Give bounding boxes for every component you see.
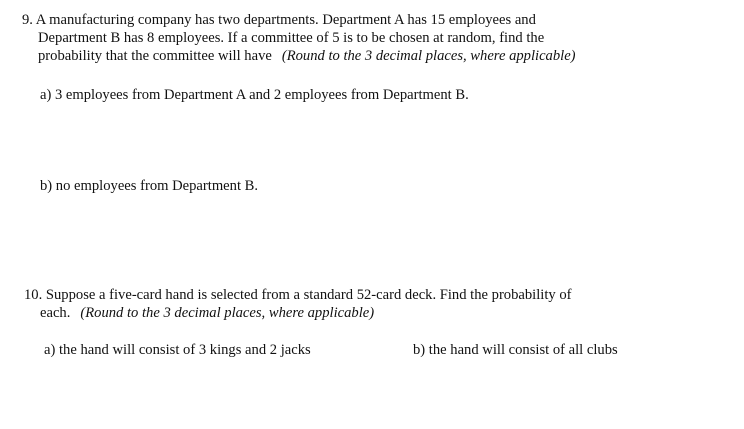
question-9-part-b: b) no employees from Department B. <box>40 178 259 194</box>
question-9 <box>22 11 722 65</box>
question-10-part-b: b) the hand will consist of all clubs <box>413 342 618 358</box>
question-10 <box>24 286 724 322</box>
question-10-part-a: a) the hand will consist of 3 kings and 2 jacks <box>44 342 311 358</box>
question-10-line-2 <box>24 304 724 322</box>
question-9-line-3-text: probability that the committee will have <box>38 48 272 64</box>
question-9-line-3 <box>22 47 722 65</box>
question-9-line-1: 9. A manufacturing company has two departments. Department A has 15 employees and <box>22 12 536 28</box>
question-9-line-2: Department B has 8 employees. If a committee of 5 is to be chosen at random, find the <box>38 30 545 46</box>
question-10-line-2-text: each. <box>40 305 71 321</box>
question-10-line-1: 10. Suppose a five-card hand is selected from a standard 52-card deck. Find the probability of <box>24 287 572 303</box>
question-10-rounding-note: (Round to the 3 decimal places, where applicable) <box>80 305 375 321</box>
question-9-part-a: a) 3 employees from Department A and 2 employees from Department B. <box>40 87 469 103</box>
question-9-rounding-note: (Round to the 3 decimal places, where applicable) <box>281 48 576 64</box>
